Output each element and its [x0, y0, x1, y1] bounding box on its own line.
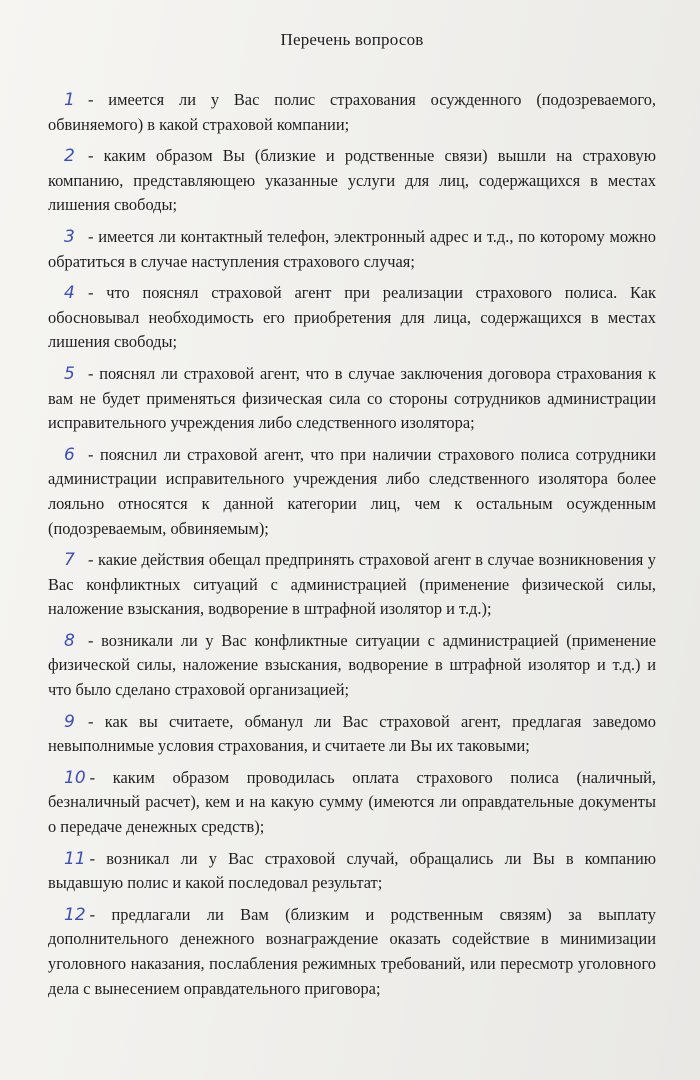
question-item: [48, 362, 656, 436]
question-item: [48, 88, 656, 137]
question-item: [48, 903, 656, 1001]
question-item: [48, 144, 656, 218]
question-item: [48, 766, 656, 840]
question-item: [48, 281, 656, 355]
handwritten-number: 3: [64, 226, 75, 247]
question-text: - предлагали ли Вам (близким и родственным связям) за выплату дополнительного денежного вознаграждение оказать содействие в минимизации уголовного наказания, послабления режимных требований, или пересмотр уголовного дела с вынесением оправдательного приговора;: [48, 904, 656, 998]
question-text: - каким образом Вы (близкие и родственные связи) вышли на страховую компанию, представляющею указанные услуги для лиц, содержащихся в местах лишения свободы;: [48, 146, 656, 215]
question-text: - имеется ли контактный телефон, электронный адрес и т.д., по которому можно обратиться в случае наступления страхового случая;: [48, 226, 656, 271]
question-text: - как вы считаете, обманул ли Вас страховой агент, предлагая заведомо невыполнимые условия страхования, и считаете ли Вы их таковыми;: [48, 711, 656, 756]
question-text: - пояснил ли страховой агент, что при наличии страхового полиса сотрудники администрации исправительного учреждения либо следственного изолятора более лояльно относятся к данной категории лиц, чем к остальным осужденным (подозреваемым, обвиняемым);: [48, 444, 656, 538]
question-item: [48, 443, 656, 541]
handwritten-number: 4: [64, 283, 75, 304]
handwritten-number: 11: [64, 848, 86, 869]
handwritten-number: 6: [64, 444, 75, 465]
handwritten-number: 1: [64, 90, 75, 110]
question-text: - каким образом проводилась оплата страхового полиса (наличный, безналичный расчет), кем и на какую сумму (имеются ли оправдательные документы о передаче денежных средств);: [48, 767, 656, 837]
question-text: - возникал ли у Вас страховой случай, обращались ли Вы в компанию выдавшую полис и какой последовал результат;: [48, 848, 656, 893]
question-text: - имеется ли у Вас полис страхования осужденного (подозреваемого, обвиняемого) в какой страховой компании;: [48, 90, 656, 134]
handwritten-number: 8: [64, 630, 75, 651]
handwritten-number: 9: [64, 711, 75, 732]
question-item: [48, 225, 656, 274]
handwritten-number: 5: [64, 363, 75, 384]
question-text: - пояснял ли страховой агент, что в случае заключения договора страхования к вам не будет применяться физическая сила со стороны сотрудников администрации исправительного учреждения либо следственного изолятора;: [48, 363, 656, 433]
question-item: [48, 847, 656, 896]
question-item: [48, 629, 656, 703]
question-text: - возникали ли у Вас конфликтные ситуации с администрацией (применение физической силы, наложение взыскания, водворение в штрафной изолятор и т.д.) и что было сделано страховой организацией;: [48, 630, 656, 700]
question-list: [48, 88, 656, 1001]
question-text: - какие действия обещал предпринять страховой агент в случае возникновения у Вас конфликтных ситуаций с администрацией (применение физической силы, наложение взыскания, водворение в штрафной изолятор и т.д.);: [48, 550, 656, 619]
handwritten-number: 2: [64, 146, 75, 167]
handwritten-number: 10: [64, 767, 86, 788]
handwritten-number: 7: [64, 550, 75, 571]
question-text: - что пояснял страховой агент при реализации страхового полиса. Как обосновывал необходимость его приобретения для лица, содержащихся в местах лишения свободы;: [48, 283, 656, 352]
document-title: Перечень вопросов: [280, 30, 424, 49]
question-item: [48, 710, 656, 759]
handwritten-number: 12: [64, 904, 86, 925]
question-item: [48, 548, 656, 622]
